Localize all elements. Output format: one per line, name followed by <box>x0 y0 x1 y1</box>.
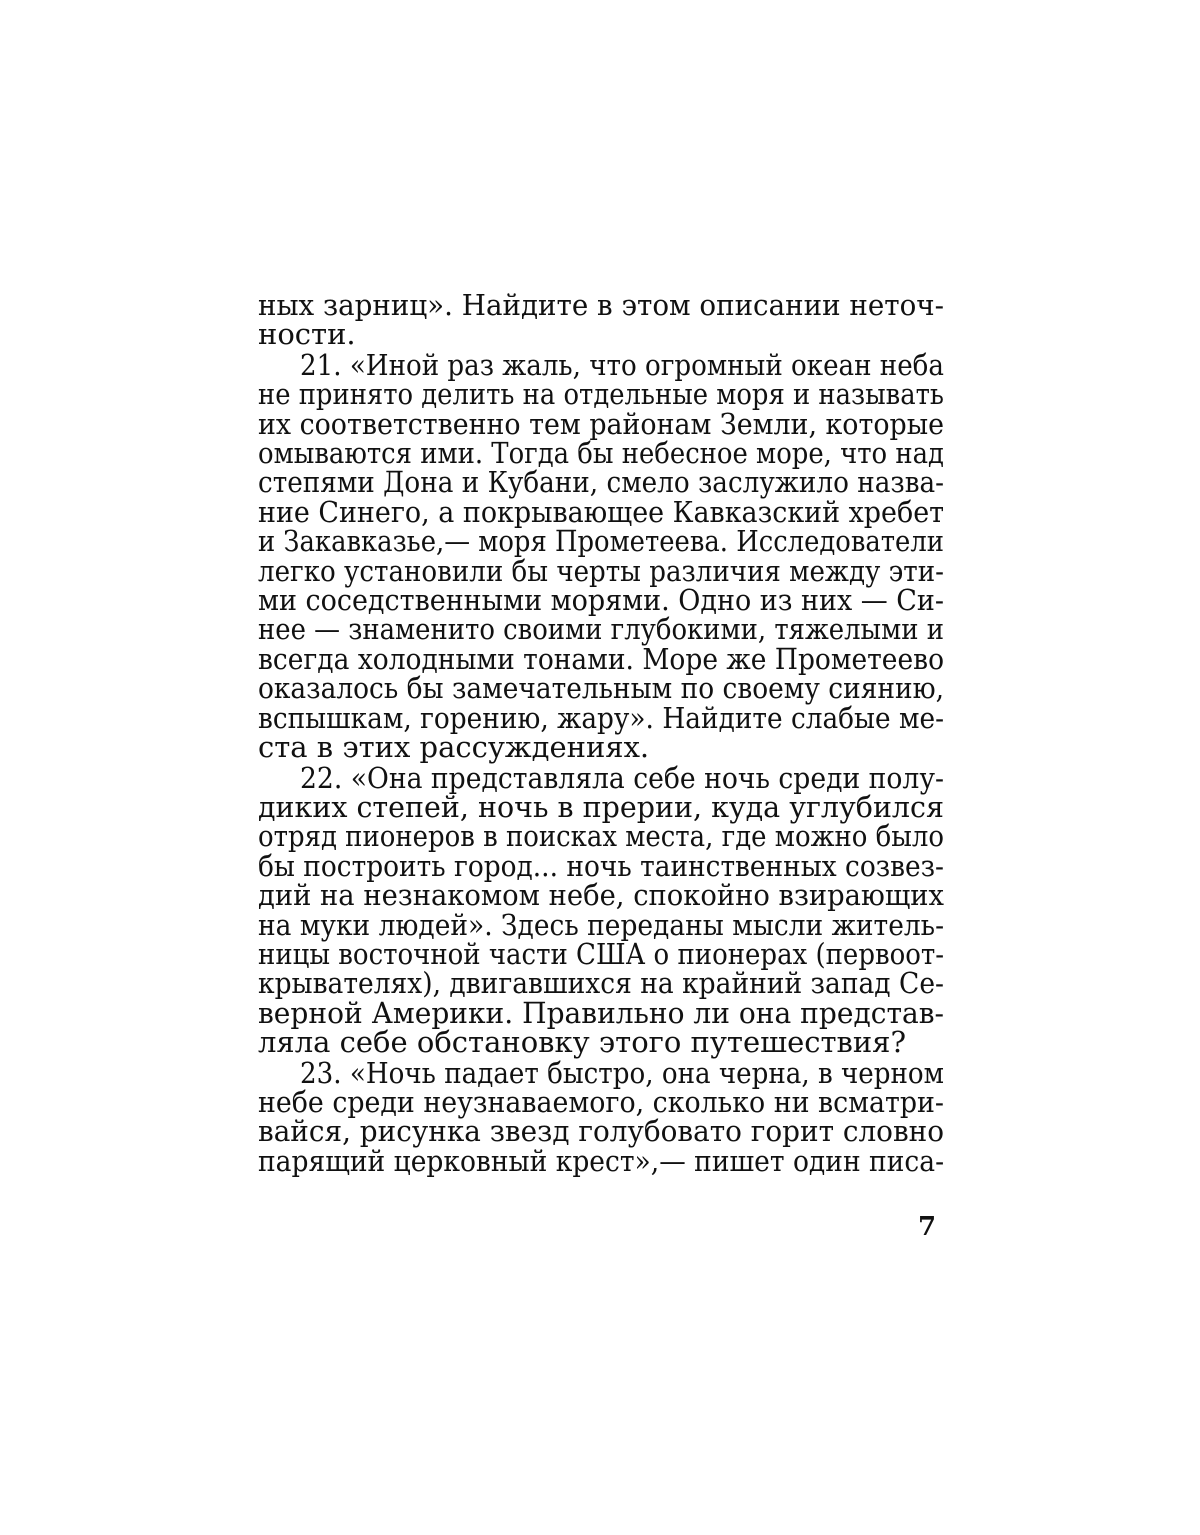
page-number: 7 <box>918 1212 937 1242</box>
text-line: вспышкам, горению, жару». Найдите слабые ме- <box>258 700 945 735</box>
text-line: и Закавказье,— моря Прометеева. Исследователи <box>258 524 944 559</box>
text-line: ми соседственными морями. Одно из них — Си- <box>258 583 945 618</box>
text-line: дий на незнакомом небе, спокойно взирающих <box>258 878 944 913</box>
paragraph-22 <box>258 760 945 1060</box>
text-line: легко установили бы черты различия между эти- <box>258 553 944 588</box>
text-line: отряд пионеров в поисках места, где можно было <box>258 819 944 854</box>
text-line: парящий церковный крест»,— пишет один писа- <box>258 1143 945 1178</box>
text-line: не принято делить на отдельные моря и называть <box>258 377 944 412</box>
text-line: 23. «Ночь падает быстро, она черна, в черном <box>300 1055 945 1090</box>
body-text <box>258 288 945 1178</box>
text-line: ницы восточной части США о пионерах (первоот- <box>258 936 945 971</box>
text-line: 21. «Иной раз жаль, что огромный океан неба <box>300 347 944 382</box>
text-line: ных зарниц». Найдите в этом описании неточ- <box>258 288 944 322</box>
text-line: нее — знаменито своими глубокими, тяжелыми и <box>258 612 945 647</box>
text-line: крывателях), двигавшихся на крайний запад Се- <box>258 966 944 1001</box>
text-line: ности. <box>258 317 356 352</box>
text-line: оказалось бы замечательным по своему сиянию, <box>258 671 945 706</box>
text-line: на муки людей». Здесь переданы мысли житель- <box>258 907 945 942</box>
text-line: небе среди неузнаваемого, сколько ни всматри- <box>258 1084 944 1119</box>
text-line: диких степей, ночь в прерии, куда углубился <box>258 789 944 824</box>
text-line: ляла себе обстановку этого путешествия? <box>258 1025 907 1060</box>
text-line: вайся, рисунка звезд голубовато горит словно <box>258 1114 945 1149</box>
text-line: верной Америки. Правильно ли она представ- <box>258 995 944 1030</box>
text-line: степями Дона и Кубани, смело заслужило назва- <box>258 465 945 500</box>
text-line: омываются ими. Тогда бы небесное море, что над <box>258 436 944 471</box>
text-line: ста в этих рассуждениях. <box>258 730 650 765</box>
text-line: всегда холодными тонами. Море же Прометеево <box>258 641 945 676</box>
paragraph-continuation <box>258 288 944 352</box>
paragraph-21 <box>258 347 945 765</box>
text-line: ние Синего, а покрывающее Кавказский хребет <box>258 494 945 529</box>
text-line: бы построить город... ночь таинственных созвез- <box>258 848 944 883</box>
text-line: 22. «Она представляла себе ночь среди полу- <box>300 760 944 795</box>
text-line: их соответственно тем районам Земли, которые <box>258 406 944 441</box>
paragraph-23 <box>258 1055 945 1178</box>
